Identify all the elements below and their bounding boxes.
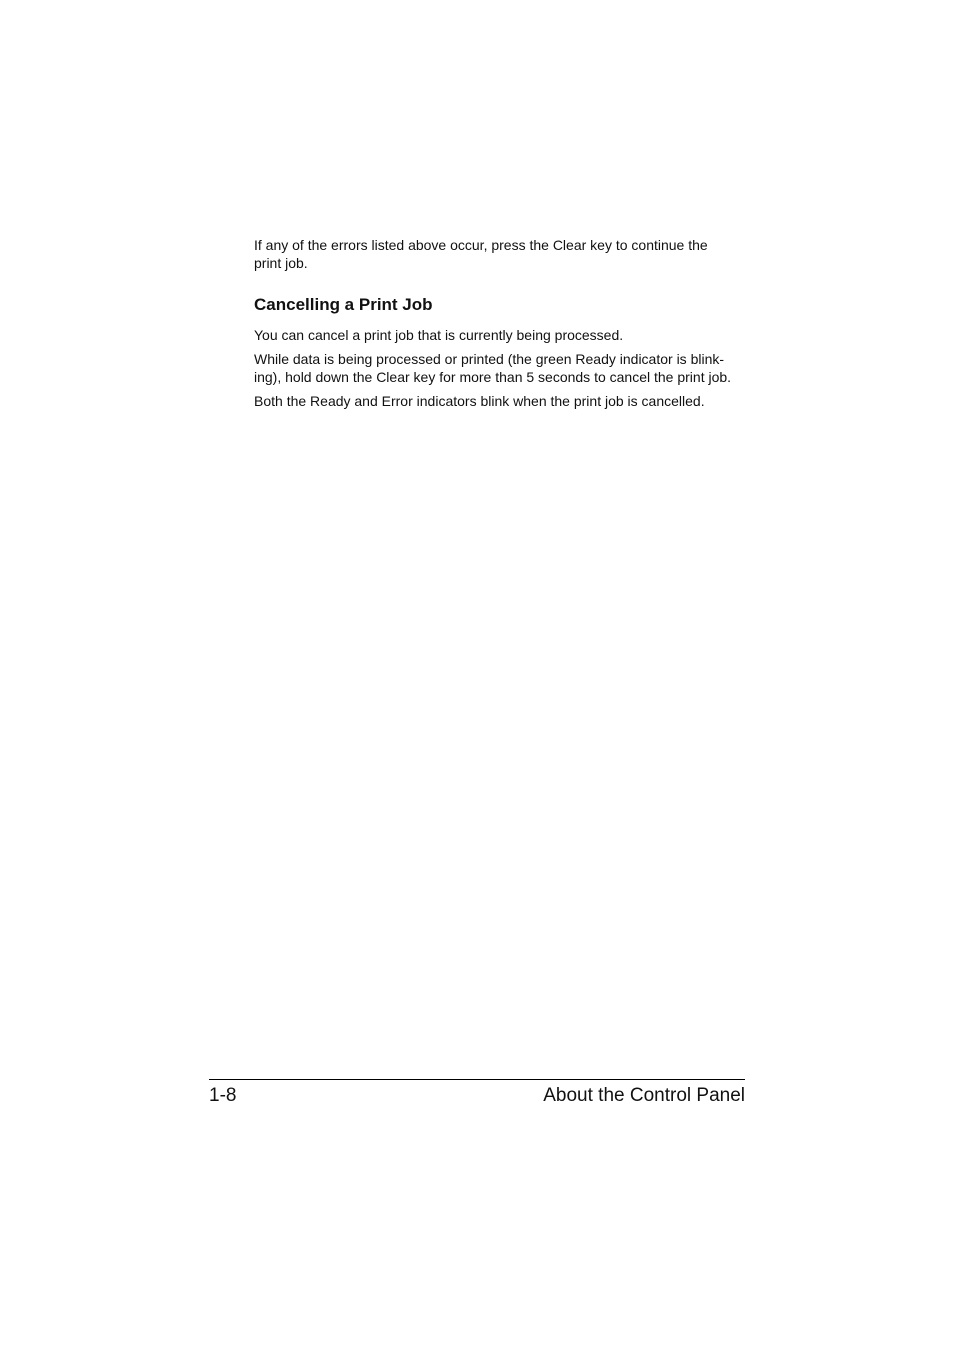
page-footer xyxy=(209,1079,745,1112)
footer-section-title: About the Control Panel xyxy=(543,1085,745,1106)
paragraph-cancel-intro: You can cancel a print job that is currently being processed. xyxy=(254,327,624,343)
section-heading: Cancelling a Print Job xyxy=(254,295,433,314)
page-content xyxy=(254,236,749,416)
page-number: 1-8 xyxy=(209,1085,237,1106)
paragraph-cancel-indicators: Both the Ready and Error indicators blink when the print job is cancelled. xyxy=(254,393,705,409)
intro-paragraph: If any of the errors listed above occur, press the Clear key to continue the print job. xyxy=(254,237,708,271)
paragraph-cancel-instructions: While data is being processed or printed (the green Ready indicator is blink- ing), hold down the Clear key for more than 5 seconds to cancel the print job. xyxy=(254,351,732,385)
